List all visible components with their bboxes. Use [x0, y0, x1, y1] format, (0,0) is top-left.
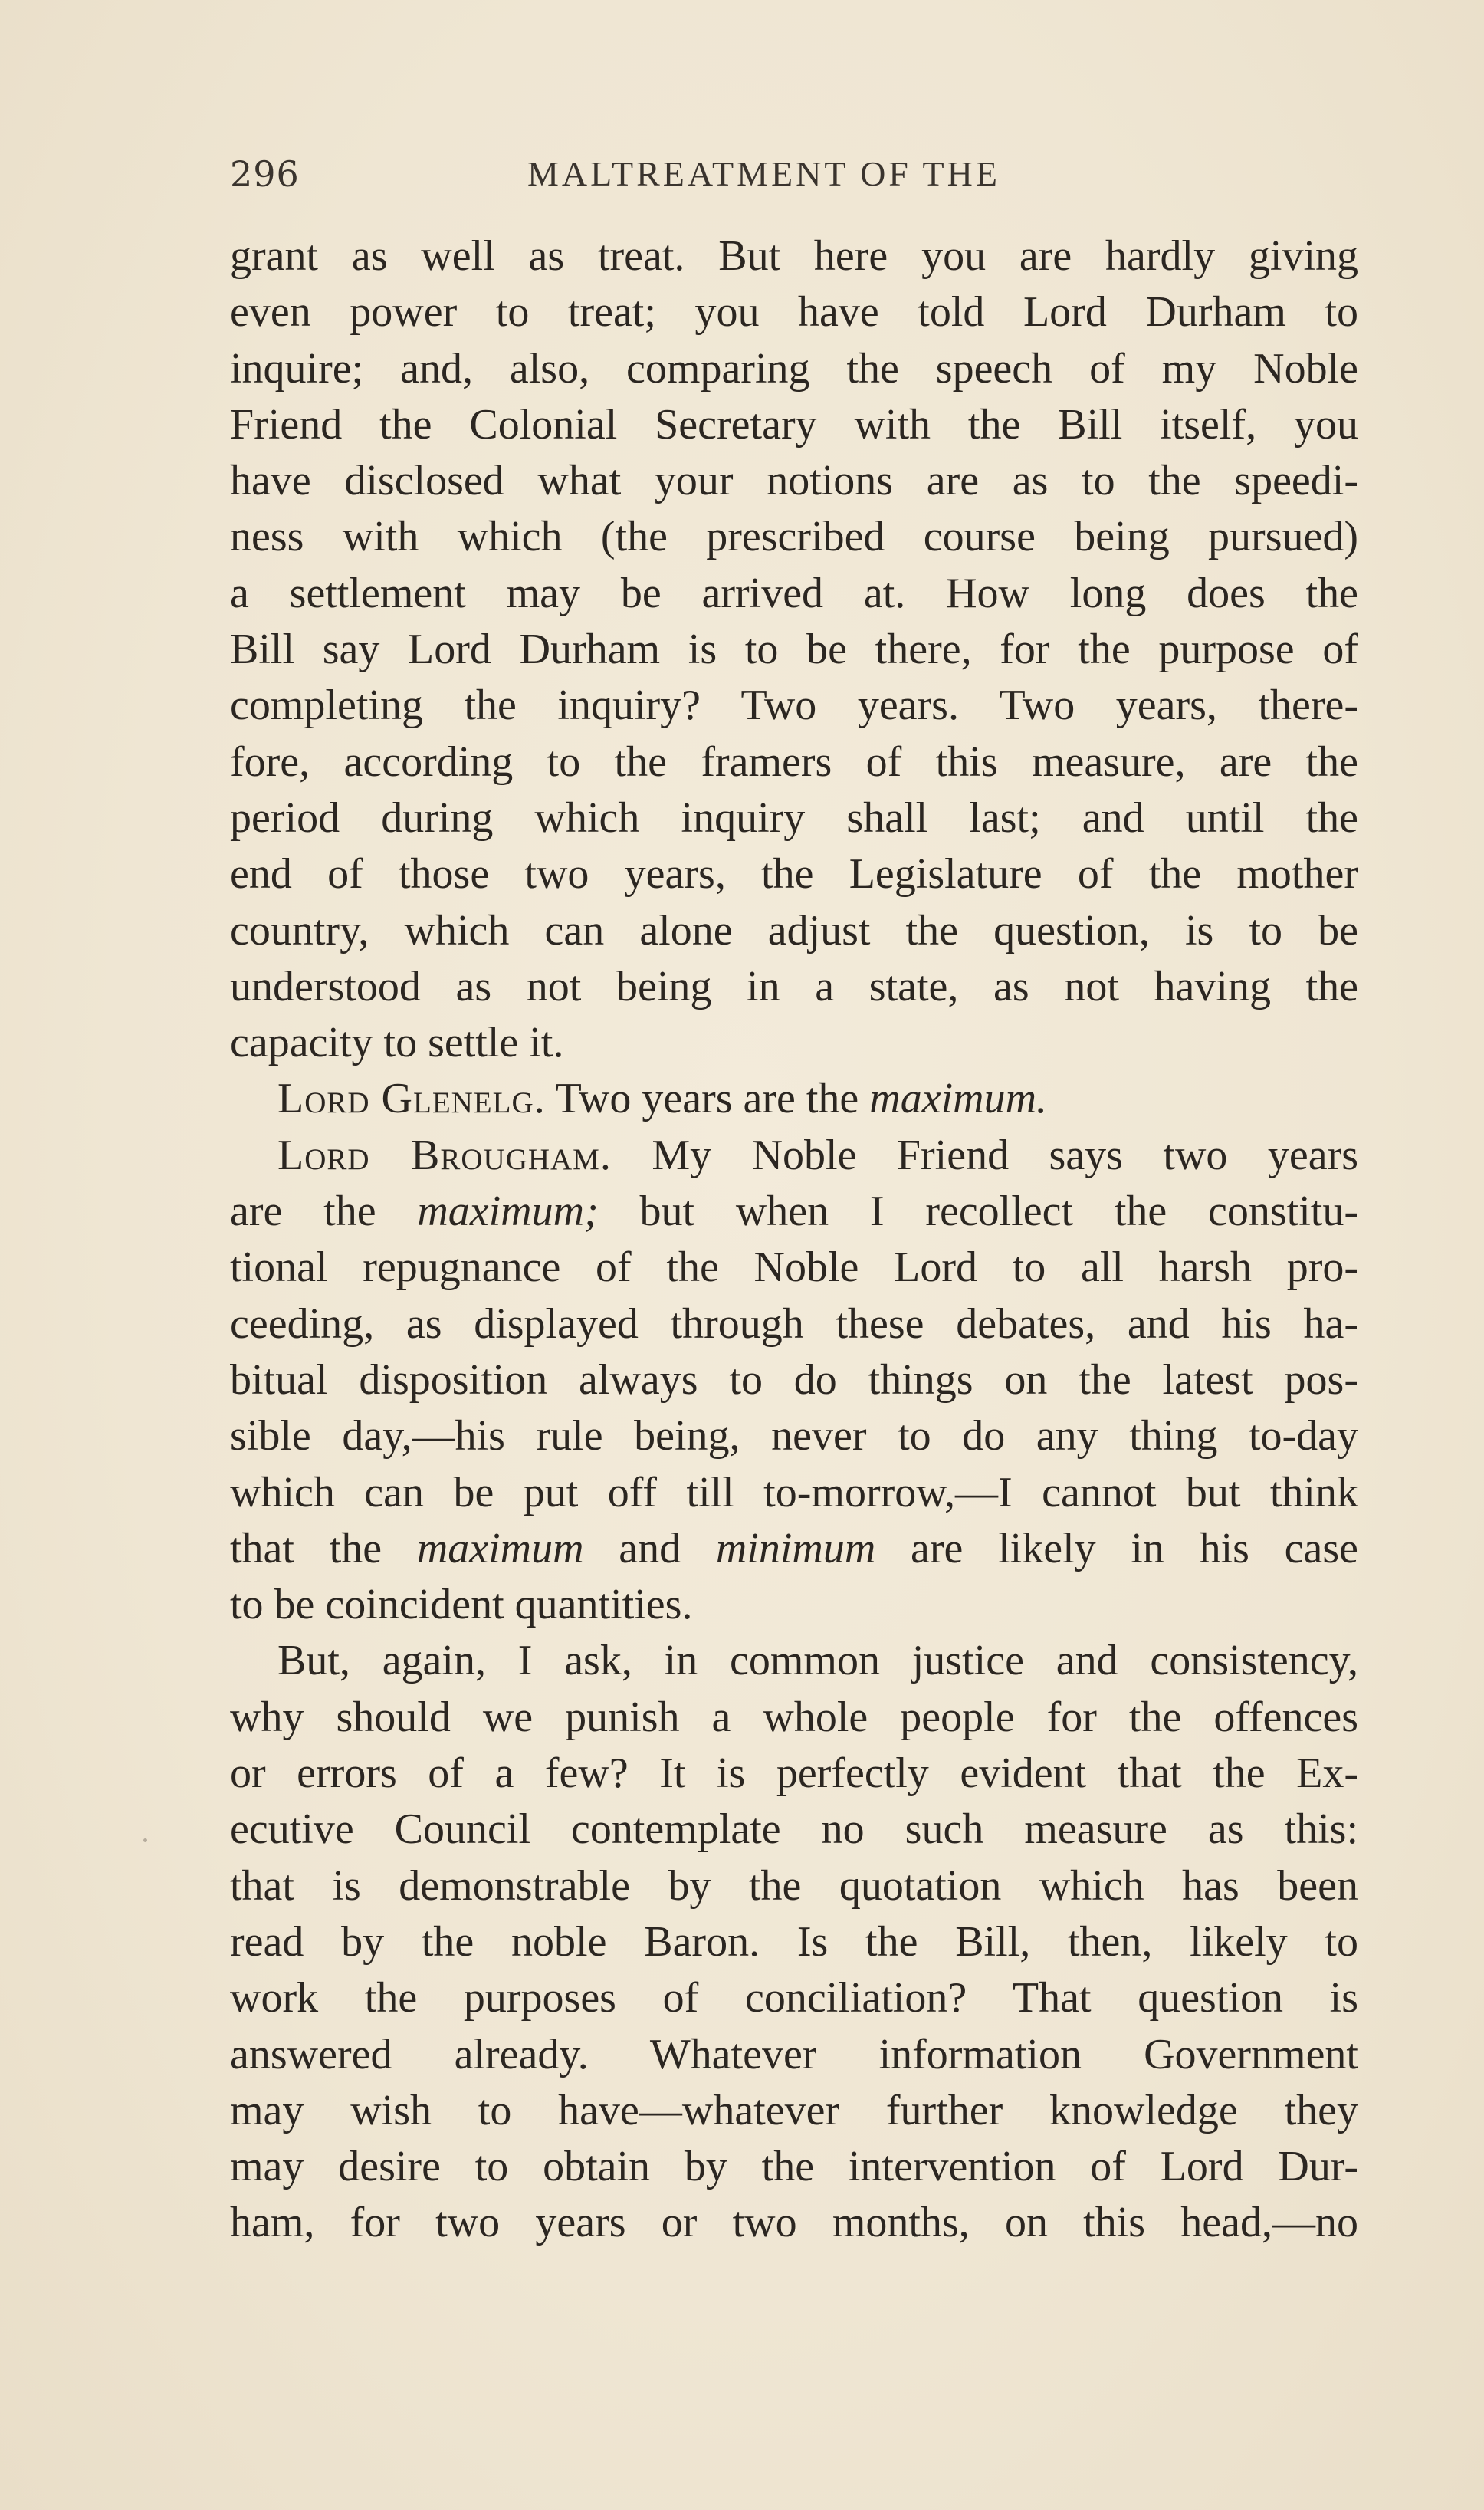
text-line: work the purposes of conciliation? That question is: [230, 1974, 1358, 2022]
paragraph-3: [230, 1128, 1358, 1634]
text-line: which can be put off till to-morrow,—I cannot but think: [230, 1468, 1358, 1516]
text-line: bitual disposition always to do things on the latest pos-: [230, 1355, 1358, 1404]
text-line: [230, 1521, 1358, 1577]
text-line: ceeding, as displayed through these debates, and his ha-: [230, 1299, 1358, 1348]
text-line: grant as well as treat. But here you are hardly giving: [230, 232, 1358, 280]
text-line: understood as not being in a state, as not having the: [230, 962, 1358, 1010]
text-run: are likely in his case: [911, 1524, 1358, 1572]
text-line: answered already. Whatever information Government: [230, 2030, 1358, 2078]
italic-term: maximum.: [869, 1075, 1048, 1123]
text-run: but when I recollect the constitu-: [639, 1188, 1358, 1236]
text-line: ecutive Council contemplate no such measure as this:: [230, 1805, 1358, 1854]
text-line: tional repugnance of the Noble Lord to all harsh pro-: [230, 1244, 1358, 1292]
text-line: why should we punish a whole people for the offences: [230, 1693, 1358, 1741]
paragraph-1: [230, 228, 1358, 1071]
text-line: Friend the Colonial Secretary with the Bill itself, you: [230, 400, 1358, 448]
text-line: or errors of a few? It is perfectly evident that the Ex-: [230, 1749, 1358, 1798]
text-line: Bill say Lord Durham is to be there, for the purpose of: [230, 626, 1358, 674]
text-line: But, again, I ask, in common justice and consistency,: [277, 1637, 1358, 1685]
text-run: Two years are the: [555, 1075, 859, 1123]
text-line: to be coincident quantities.: [230, 1581, 693, 1629]
text-line: have disclosed what your notions are as to the speedi-: [230, 457, 1358, 505]
page-number: 296: [230, 153, 300, 195]
text-line: may wish to have—whatever further knowledge they: [230, 2086, 1358, 2134]
page-header: [230, 153, 1372, 202]
text-run: My Noble Friend says two years: [652, 1131, 1358, 1179]
text-line: that is demonstrable by the quotation which has been: [230, 1861, 1358, 1910]
text-line: capacity to settle it.: [230, 1019, 564, 1067]
text-line: a settlement may be arrived at. How long does the: [230, 569, 1358, 617]
text-line: end of those two years, the Legislature of the mother: [230, 850, 1358, 899]
italic-term: maximum;: [417, 1188, 599, 1236]
text-run: and: [619, 1524, 681, 1572]
text-run: that the: [230, 1524, 382, 1572]
text-line: sible day,—his rule being, never to do any thing to-day: [230, 1412, 1358, 1460]
italic-term: maximum: [416, 1524, 584, 1572]
paper-speck: [143, 1838, 147, 1842]
text-line: completing the inquiry? Two years. Two years, there-: [230, 682, 1358, 730]
paragraph-4: [230, 1633, 1358, 2251]
text-line: [230, 1071, 1358, 1127]
paragraph-2: [230, 1071, 1358, 1127]
text-line: inquire; and, also, comparing the speech of my Noble: [230, 344, 1358, 393]
text-line: ham, for two years or two months, on this head,—no: [230, 2199, 1358, 2247]
text-line: may desire to obtain by the intervention of Lord Dur-: [230, 2143, 1358, 2191]
body-text: [230, 228, 1358, 2252]
text-line: ness with which (the prescribed course being pursued): [230, 513, 1358, 561]
text-line: read by the noble Baron. Is the Bill, then, likely to: [230, 1917, 1358, 1966]
running-head: MALTREATMENT OF THE: [527, 154, 1000, 193]
text-line: [230, 1184, 1358, 1240]
text-line: even power to treat; you have told Lord Durham to: [230, 288, 1358, 337]
text-line: [230, 1128, 1358, 1184]
text-line: fore, according to the framers of this measure, are the: [230, 738, 1358, 786]
italic-term: minimum: [715, 1524, 876, 1572]
text-line: country, which can alone adjust the question, is to be: [230, 906, 1358, 954]
speaker-name: Lord Glenelg.: [277, 1075, 546, 1123]
text-run: are the: [230, 1188, 376, 1236]
text-line: period during which inquiry shall last; and until the: [230, 793, 1358, 842]
speaker-name: Lord Brougham.: [277, 1131, 612, 1179]
